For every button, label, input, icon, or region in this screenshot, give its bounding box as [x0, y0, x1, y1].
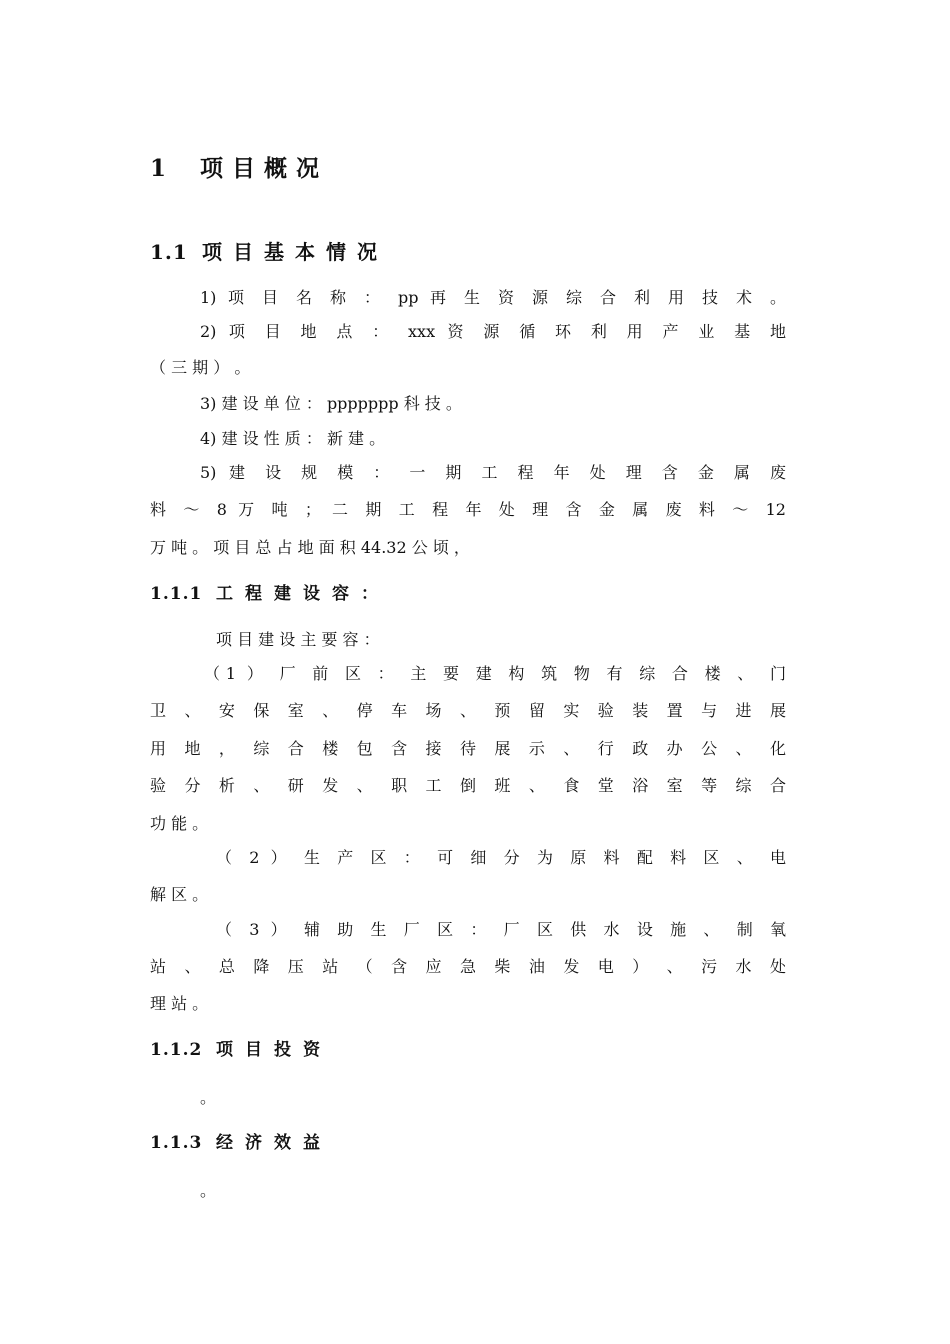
item-builder: 3) 建 设 单 位 ： ppppppp 科 技 。 — [200, 394, 462, 413]
item-nature: 4) 建 设 性 质 ： 新 建 。 — [200, 429, 386, 448]
heading-1-1 — [150, 236, 786, 265]
heading-number: 1.1.1 — [150, 584, 203, 604]
front-area-line-5: 功 能 。 — [150, 814, 209, 833]
investment-text: 。 — [200, 1088, 217, 1107]
heading-1-1-3 — [150, 1128, 786, 1153]
aux-area-line-1: （ 3 ） 辅 助 生 厂 区 ： 厂 区 供 水 设 施 、 制 氧 — [216, 920, 786, 939]
heading-number: 1.1.3 — [150, 1133, 203, 1153]
front-area-line-3: 用 地 ， 综 合 楼 包 含 接 待 展 示 、 行 政 办 公 、 化 — [150, 739, 786, 758]
heading-number: 1 — [150, 155, 167, 182]
front-area-line-1: （1 ） 厂 前 区 ： 主 要 建 构 筑 物 有 综 合 楼 、 门 — [204, 664, 786, 683]
production-area-line-2: 解 区 。 — [150, 885, 209, 904]
construction-intro: 项 目 建 设 主 要 容 ： — [216, 630, 380, 649]
aux-area-line-2: 站 、 总 降 压 站 （ 含 应 急 柴 油 发 电 ） 、 污 水 处 — [150, 957, 786, 976]
heading-1-1-2 — [150, 1035, 786, 1060]
heading-text: 经济效益 — [216, 1133, 332, 1153]
heading-1 — [150, 150, 786, 183]
item-scale-line-3: 万 吨 。 项 目 总 占 地 面 积 44.32 公 顷 ， — [150, 538, 470, 557]
heading-text: 工程建设容： — [216, 584, 390, 604]
item-location-line-1: 2) 项 目 地 点 ： xxx 资 源 循 环 利 用 产 业 基 地 — [200, 322, 786, 341]
heading-number: 1.1 — [150, 240, 188, 264]
item-scale-line-2: 料 ～ 8 万 吨 ； 二 期 工 程 年 处 理 含 金 属 废 料 ～ 12 — [150, 500, 786, 519]
aux-area-line-3: 理 站 。 — [150, 994, 209, 1013]
heading-text: 项目投资 — [216, 1040, 332, 1060]
heading-1-1-1 — [150, 579, 786, 604]
front-area-line-4: 验 分 析 、 研 发 、 职 工 倒 班 、 食 堂 浴 室 等 综 合 — [150, 776, 786, 795]
front-area-line-2: 卫 、 安 保 室 、 停 车 场 、 预 留 实 验 装 置 与 进 展 — [150, 701, 786, 720]
heading-text: 项目概况 — [200, 155, 328, 182]
item-scale-line-1: 5) 建 设 规 模 ： 一 期 工 程 年 处 理 含 金 属 废 — [200, 463, 786, 482]
production-area-line-1: （ 2 ） 生 产 区 ： 可 细 分 为 原 料 配 料 区 、 电 — [216, 848, 786, 867]
heading-number: 1.1.2 — [150, 1040, 203, 1060]
heading-text: 项目基本情况 — [202, 240, 388, 264]
benefit-text: 。 — [200, 1181, 217, 1200]
item-project-name: 1) 项 目 名 称 ： pp 再 生 资 源 综 合 利 用 技 术 。 — [200, 288, 786, 307]
item-location-line-2: （ 三 期 ） 。 — [150, 358, 251, 377]
